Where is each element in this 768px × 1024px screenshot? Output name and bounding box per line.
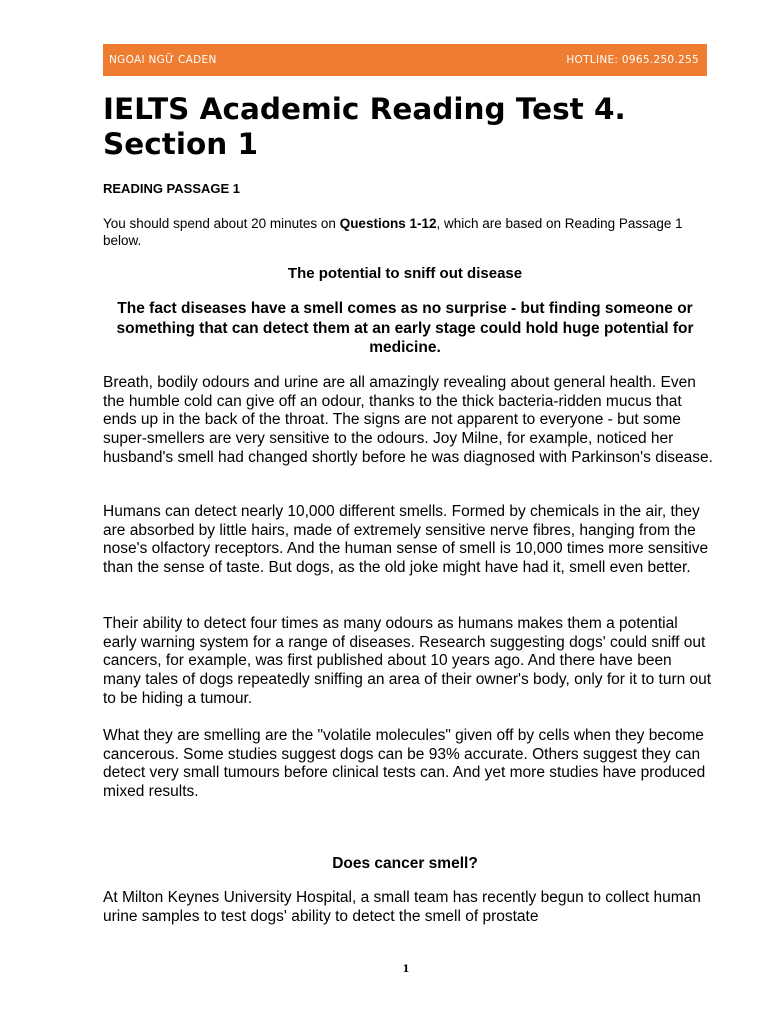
passage-standfirst: The fact diseases have a smell comes as no surprise - but finding someone or something that can detect them at an early stage could hold huge potential for medicine. bbox=[116, 300, 694, 356]
passage-label: READING PASSAGE 1 bbox=[103, 181, 241, 196]
page-title: IELTS Academic Reading Test 4. Section 1 bbox=[103, 92, 626, 161]
paragraph-2: Humans can detect nearly 10,000 different smells. Formed by chemicals in the air, they are absorbed by little hairs, made of extremely sensitive nerve fibres, hanging from the nose's olfactory receptors. And the human sense of smell is 10,000 times more sensitive than the sense of taste. But dogs, as the old joke might have had it, smell even better. bbox=[103, 503, 709, 577]
instructions-text-before: You should spend about 20 minutes on bbox=[103, 216, 340, 231]
document-header-bar bbox=[103, 44, 707, 76]
page-number: 1 bbox=[402, 964, 410, 975]
section-subheading: Does cancer smell? bbox=[332, 855, 478, 872]
header-school-name: NGOAI NGỮ CADEN bbox=[109, 54, 217, 66]
instructions-questions: Questions 1-12 bbox=[339, 216, 437, 231]
paragraph-3: Their ability to detect four times as many odours as humans makes them a potential early warning system for a range of diseases. Research suggesting dogs' could sniff out cancers, for example, was first published about 10 years ago. And there have been many tales of dogs repeatedly sniffing an area of their owner's body, only for it to turn out to be hiding a tumour. bbox=[103, 615, 712, 707]
instructions-text-after: , which are based on Reading Passage 1 below. bbox=[103, 216, 683, 248]
header-hotline: HOTLINE: 0965.250.255 bbox=[566, 54, 699, 66]
paragraph-4: What they are smelling are the "volatile molecules" given off by cells when they become cancerous. Some studies suggest dogs can be 93% accurate. Others suggest they can detect very small tumours before clinical tests can. And yet more studies have produced mixed results. bbox=[103, 727, 706, 801]
paragraph-1: Breath, bodily odours and urine are all amazingly revealing about general health. Even the humble cold can give off an odour, thanks to the thick bacteria-ridden mucus that ends up in the back of the throat. The signs are not apparent to everyone - but some super-smellers are very sensitive to the odours. Joy Milne, for example, noticed her husband's smell had changed shortly before he was diagnosed with Parkinson's disease. bbox=[103, 374, 713, 466]
passage-title: The potential to sniff out disease bbox=[287, 265, 523, 282]
paragraph-5: At Milton Keynes University Hospital, a small team has recently begun to collect human urine samples to test dogs' ability to detect the smell of prostate bbox=[103, 889, 701, 925]
instructions bbox=[103, 215, 703, 249]
